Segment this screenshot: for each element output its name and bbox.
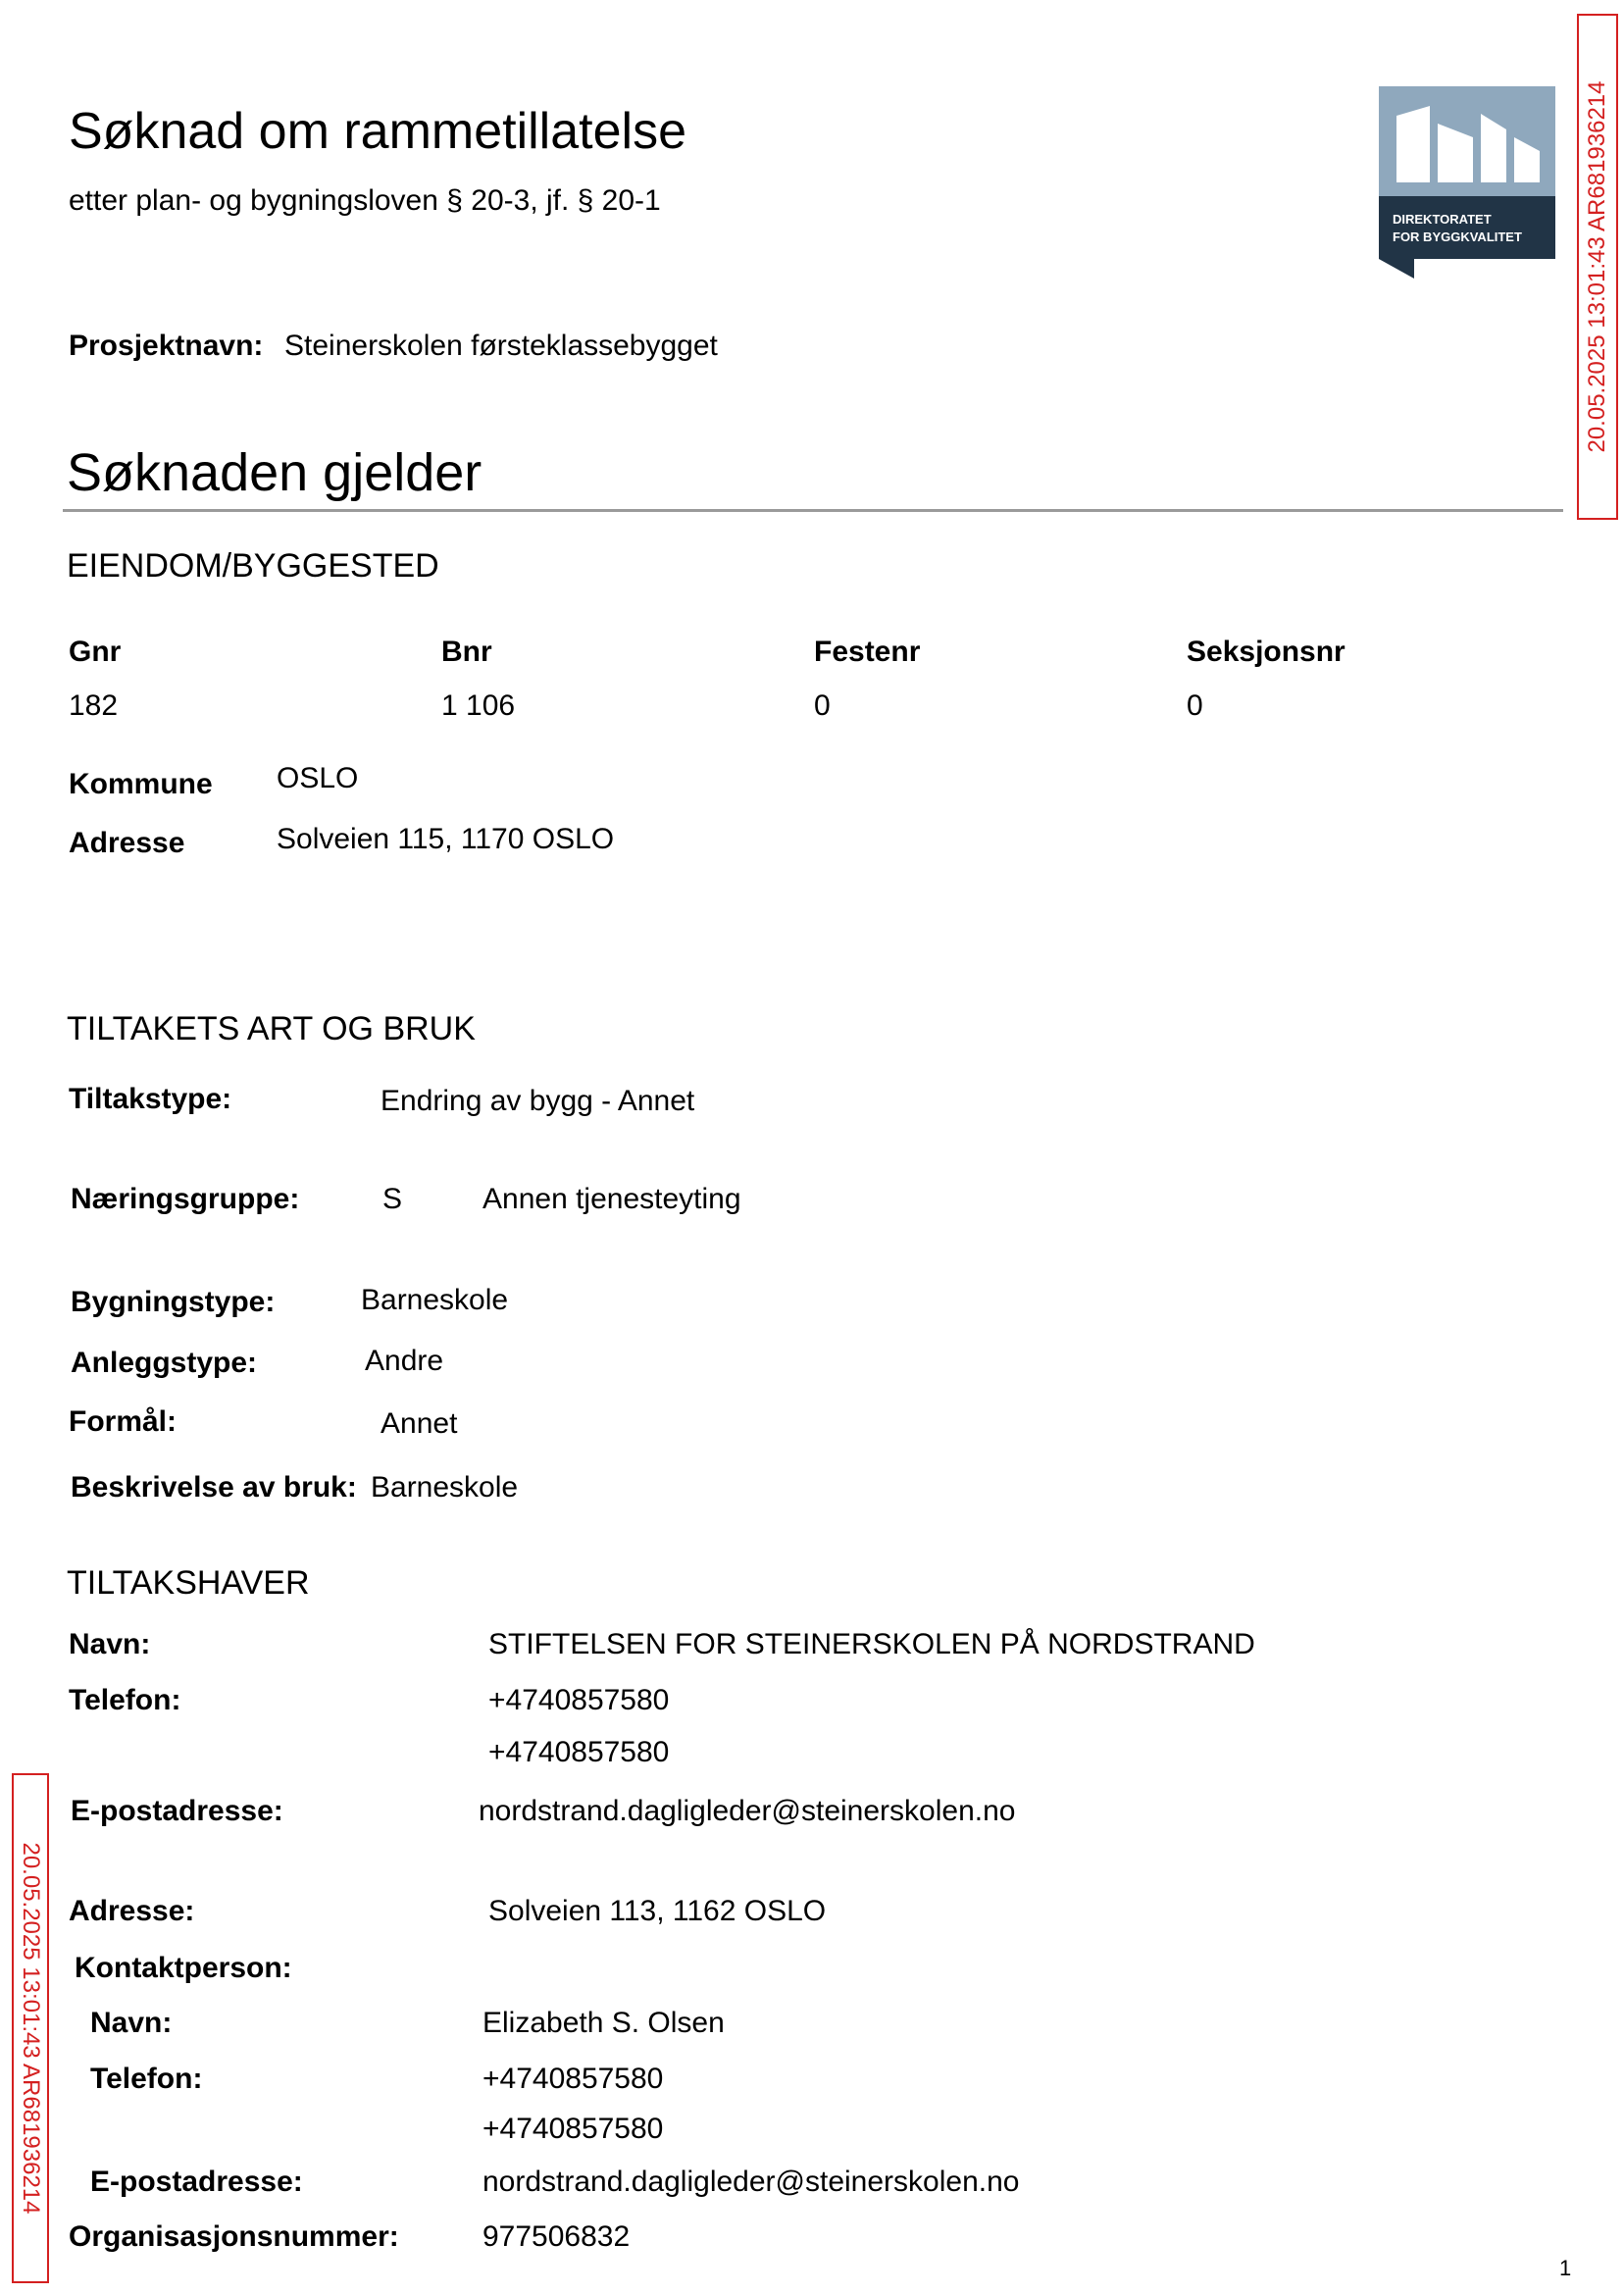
tiltakshaver-heading: TILTAKSHAVER	[67, 1564, 310, 1602]
contact-email-label: E-postadresse:	[90, 2166, 303, 2198]
contact-person-label: Kontaktperson:	[75, 1952, 292, 1984]
bygningstype-value: Barneskole	[361, 1284, 509, 1316]
tiltakshaver-name-value: STIFTELSEN FOR STEINERSKOLEN PÅ NORDSTRAND	[488, 1628, 1255, 1660]
orgnr-label: Organisasjonsnummer:	[69, 2220, 399, 2253]
stamp-text: 20.05.2025 13:01:43 AR681936214	[1584, 80, 1610, 453]
tiltakshaver-name-label: Navn:	[69, 1628, 151, 1660]
seksjonsnr-value: 0	[1187, 689, 1203, 722]
festenr-value: 0	[814, 689, 831, 722]
tiltakshaver-phone-value: +4740857580	[488, 1684, 670, 1716]
tiltak-heading: TILTAKETS ART OG BRUK	[67, 1010, 476, 1047]
project-name-value: Steinerskolen førsteklassebygget	[284, 330, 718, 362]
beskrivelse-label: Beskrivelse av bruk:	[71, 1471, 357, 1504]
page-number: 1	[1559, 2256, 1572, 2280]
document-subtitle: etter plan- og bygningsloven § 20-3, jf. § 20-1	[69, 184, 661, 217]
anleggstype-label: Anleggstype:	[71, 1347, 258, 1379]
beskrivelse-value: Barneskole	[371, 1471, 519, 1504]
formal-value: Annet	[381, 1407, 458, 1440]
section-divider	[63, 509, 1563, 512]
section-heading: Søknaden gjelder	[67, 443, 482, 502]
contact-phone-label: Telefon:	[90, 2063, 203, 2095]
kommune-value: OSLO	[277, 762, 359, 794]
contact-email-value: nordstrand.dagligleder@steinerskolen.no	[482, 2166, 1020, 2198]
direktoratet-for-byggkvalitet-logo	[1379, 86, 1555, 279]
property-heading: EIENDOM/BYGGESTED	[67, 547, 439, 585]
logo-line-1: DIREKTORATET	[1393, 212, 1492, 227]
festenr-label: Festenr	[814, 636, 921, 668]
naeringsgruppe-code: S	[382, 1183, 403, 1215]
stamp-text: 20.05.2025 13:01:43 AR681936214	[18, 1842, 44, 2215]
timestamp-stamp-right	[1577, 14, 1618, 520]
property-address-value: Solveien 115, 1170 OSLO	[277, 823, 615, 855]
document-title: Søknad om rammetillatelse	[69, 103, 686, 160]
naeringsgruppe-label: Næringsgruppe:	[71, 1183, 300, 1215]
tiltakstype-value: Endring av bygg - Annet	[381, 1085, 695, 1117]
seksjonsnr-label: Seksjonsnr	[1187, 636, 1345, 668]
logo-line-2: FOR BYGGKVALITET	[1393, 229, 1522, 244]
contact-phone-value: +4740857580	[482, 2063, 664, 2095]
tiltakshaver-email-value: nordstrand.dagligleder@steinerskolen.no	[479, 1795, 1016, 1827]
bnr-label: Bnr	[441, 636, 492, 668]
bnr-value: 1 106	[441, 689, 516, 722]
gnr-label: Gnr	[69, 636, 122, 668]
bygningstype-label: Bygningstype:	[71, 1286, 276, 1318]
contact-name-label: Navn:	[90, 2007, 173, 2039]
naeringsgruppe-value: Annen tjenesteyting	[482, 1183, 741, 1215]
contact-phone-value: +4740857580	[482, 2113, 664, 2145]
tiltakshaver-phone-label: Telefon:	[69, 1684, 181, 1716]
timestamp-stamp-left	[12, 1773, 49, 2283]
formal-label: Formål:	[69, 1405, 178, 1438]
property-address-label: Adresse	[69, 827, 185, 859]
anleggstype-value: Andre	[365, 1345, 444, 1377]
tiltakshaver-email-label: E-postadresse:	[71, 1795, 283, 1827]
tiltakshaver-address-label: Adresse:	[69, 1895, 195, 1927]
orgnr-value: 977506832	[482, 2220, 631, 2253]
project-name-label: Prosjektnavn:	[69, 330, 264, 362]
kommune-label: Kommune	[69, 768, 213, 800]
tiltakshaver-address-value: Solveien 113, 1162 OSLO	[488, 1895, 827, 1927]
tiltakstype-label: Tiltakstype:	[69, 1083, 232, 1115]
contact-name-value: Elizabeth S. Olsen	[482, 2007, 725, 2039]
gnr-value: 182	[69, 689, 119, 722]
tiltakshaver-phone-value: +4740857580	[488, 1736, 670, 1768]
